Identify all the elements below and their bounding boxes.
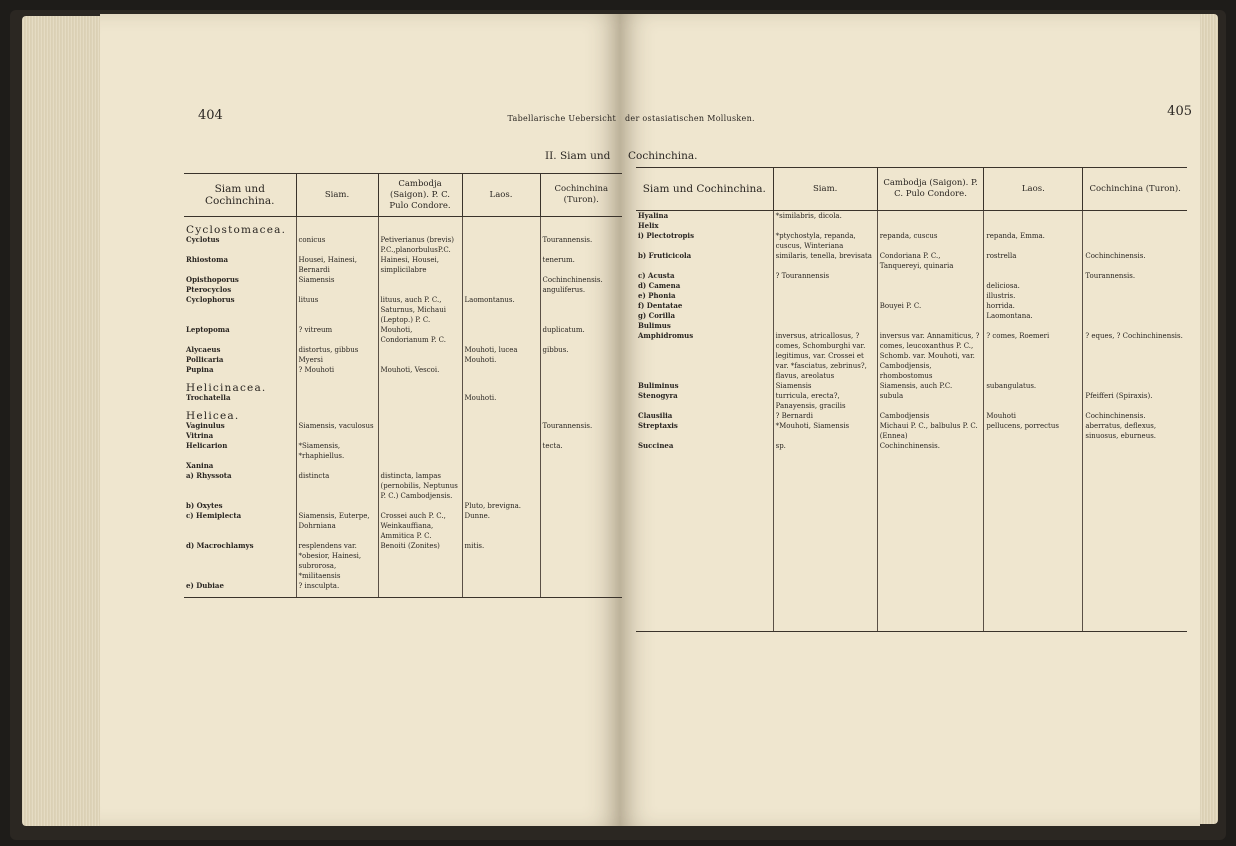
genus-cell: Amphidromus xyxy=(638,331,694,340)
genus-cell: a) Rhyssota xyxy=(186,471,232,480)
empty-cell xyxy=(1083,451,1187,632)
species-cell: mitis. xyxy=(462,541,540,581)
genus-cell: Xanina xyxy=(186,461,214,470)
table-row xyxy=(636,331,1187,381)
table-row xyxy=(636,321,1187,331)
species-cell xyxy=(1083,281,1187,291)
species-cell xyxy=(877,311,984,321)
table-row xyxy=(184,355,622,365)
empty-cell xyxy=(378,403,462,421)
species-cell xyxy=(462,325,540,345)
species-cell: *similabris, dicola. xyxy=(773,211,877,222)
species-cell xyxy=(773,291,877,301)
table-row xyxy=(184,275,622,285)
species-cell xyxy=(378,461,462,471)
species-cell xyxy=(378,501,462,511)
species-cell: distortus, gibbus xyxy=(296,345,378,355)
species-cell xyxy=(877,271,984,281)
species-cell xyxy=(1083,321,1187,331)
genus-cell: Vaginulus xyxy=(186,421,225,430)
species-cell xyxy=(984,441,1083,451)
table-bottom-rule xyxy=(184,591,622,598)
species-cell: Pfeifferi (Spiraxis). xyxy=(1083,391,1187,411)
empty-cell xyxy=(540,591,622,598)
table-row xyxy=(636,391,1187,411)
species-cell xyxy=(462,461,540,471)
species-cell xyxy=(773,321,877,331)
empty-cell xyxy=(540,217,622,236)
species-cell xyxy=(540,365,622,375)
empty-cell xyxy=(636,451,773,632)
group-heading: Helicea. xyxy=(186,410,240,422)
genus-cell: Trochatella xyxy=(186,393,231,402)
species-cell: duplicatum. xyxy=(540,325,622,345)
species-cell: Mouhoti, Vescoi. xyxy=(378,365,462,375)
species-cell xyxy=(1083,291,1187,301)
genus-cell: Clausilia xyxy=(638,411,673,420)
species-cell: Housei, Hainesi, Bernardi xyxy=(296,255,378,275)
table-row xyxy=(184,511,622,541)
species-cell: Siamensis, vaculosus xyxy=(296,421,378,431)
species-cell: Tourannensis. xyxy=(540,235,622,255)
genus-cell: Pupina xyxy=(186,365,214,374)
species-cell xyxy=(378,393,462,403)
species-cell: ? comes, Roemeri xyxy=(984,331,1083,381)
species-cell: tenerum. xyxy=(540,255,622,275)
table-row xyxy=(184,471,622,501)
species-cell xyxy=(540,511,622,541)
species-cell xyxy=(462,441,540,461)
species-cell xyxy=(984,211,1083,222)
table-row xyxy=(636,441,1187,451)
genus-cell: Stenogyra xyxy=(638,391,678,400)
species-cell: distincta, lampas (pernobilis, Neptunus P. C.) Cambodjensis. xyxy=(378,471,462,501)
species-cell: horrida. xyxy=(984,301,1083,311)
species-cell: Mouhoti xyxy=(984,411,1083,421)
genus-cell: c) Hemiplecta xyxy=(186,511,242,520)
species-cell xyxy=(877,291,984,301)
empty-cell xyxy=(378,375,462,393)
group-heading-row xyxy=(184,375,622,393)
genus-cell: Helicarion xyxy=(186,441,228,450)
species-cell: inversus var. Annamiticus, ? comes, leucoxanthus P. C., Schomb. var. Mouhoti, var. Cambodjensis, rhombostomus xyxy=(877,331,984,381)
mollusk-table-left xyxy=(184,173,622,598)
genus-cell: g) Corilla xyxy=(638,311,676,320)
species-cell: sp. xyxy=(773,441,877,451)
header-cambodja: Cambodja (Saigon). P. C. Pulo Condore. xyxy=(877,168,984,211)
genus-cell: Pterocyclos xyxy=(186,285,232,294)
species-cell: distincta xyxy=(296,471,378,501)
section-title-left: II. Siam und xyxy=(545,150,611,162)
species-cell: deliciosa. xyxy=(984,281,1083,291)
genus-cell: e) Dubiae xyxy=(186,581,224,590)
species-cell: subangulatus. xyxy=(984,381,1083,391)
header-laos: Laos. xyxy=(984,168,1083,211)
genus-cell: Rhiostoma xyxy=(186,255,229,264)
species-cell xyxy=(378,581,462,591)
species-cell: anguliferus. xyxy=(540,285,622,295)
genus-cell: Cyclotus xyxy=(186,235,220,244)
empty-cell xyxy=(984,451,1083,632)
species-cell xyxy=(877,211,984,222)
table-row xyxy=(636,221,1187,231)
species-cell: repanda, cuscus xyxy=(877,231,984,251)
species-cell: turricula, erecta?, Panayensis, gracilis xyxy=(773,391,877,411)
species-cell: lituus, auch P. C., Saturnus, Michaui (Leptop.) P. C. xyxy=(378,295,462,325)
species-cell xyxy=(378,421,462,431)
species-cell: Siamensis xyxy=(773,381,877,391)
group-heading: Cyclostomacea. xyxy=(186,224,287,236)
species-cell xyxy=(462,255,540,275)
species-cell: Cochinchinensis. xyxy=(540,275,622,285)
species-cell xyxy=(540,461,622,471)
species-cell xyxy=(540,501,622,511)
genus-cell: d) Macrochlamys xyxy=(186,541,254,550)
species-cell xyxy=(1083,231,1187,251)
species-cell: Condoriana P. C., Tanquereyi, quinaria xyxy=(877,251,984,271)
species-cell xyxy=(773,311,877,321)
table-row xyxy=(184,431,622,441)
empty-cell xyxy=(540,403,622,421)
species-cell: Tourannensis. xyxy=(540,421,622,431)
species-cell xyxy=(296,393,378,403)
table-row xyxy=(636,211,1187,222)
species-cell: Petiverianus (brevis) P.C.,planorbulusP.C. xyxy=(378,235,462,255)
table-row xyxy=(184,365,622,375)
species-cell: Siamensis xyxy=(296,275,378,285)
species-cell: Pluto, brevigna. xyxy=(462,501,540,511)
species-cell xyxy=(1083,441,1187,451)
group-heading-row xyxy=(184,403,622,421)
species-cell xyxy=(296,461,378,471)
table-bottom-rule xyxy=(636,451,1187,632)
table-row xyxy=(184,325,622,345)
table-row xyxy=(184,461,622,471)
header-cambodja: Cambodja (Saigon). P. C. Pulo Condore. xyxy=(378,174,462,217)
species-cell xyxy=(296,285,378,295)
species-cell xyxy=(984,271,1083,281)
species-cell: Myersi xyxy=(296,355,378,365)
genus-cell: Hyalina xyxy=(638,211,669,220)
species-cell xyxy=(462,421,540,431)
empty-cell xyxy=(184,591,296,598)
species-cell: Laomontana. xyxy=(984,311,1083,321)
species-cell xyxy=(378,285,462,295)
species-cell xyxy=(877,321,984,331)
species-cell: Mouhoti, lucea xyxy=(462,345,540,355)
species-cell xyxy=(540,355,622,365)
table-row xyxy=(636,421,1187,441)
species-cell xyxy=(540,431,622,441)
header-cochinchina: Cochinchina (Turon). xyxy=(1083,168,1187,211)
species-cell: illustris. xyxy=(984,291,1083,301)
species-cell xyxy=(540,581,622,591)
species-cell xyxy=(462,275,540,285)
table-row xyxy=(636,251,1187,271)
species-cell: tecta. xyxy=(540,441,622,461)
page-edges-left xyxy=(22,16,102,826)
table-row xyxy=(636,381,1187,391)
genus-cell: Bulimus xyxy=(638,321,671,330)
group-heading: Helicinacea. xyxy=(186,382,267,394)
section-title-right: Cochinchina. xyxy=(628,150,698,162)
species-cell: ? vitreum xyxy=(296,325,378,345)
group-heading-row xyxy=(184,217,622,236)
genus-cell: Streptaxis xyxy=(638,421,678,430)
species-cell xyxy=(462,471,540,501)
genus-cell: b) Oxytes xyxy=(186,501,223,510)
species-cell: *Siamensis, *rhaphiellus. xyxy=(296,441,378,461)
species-cell: Cochinchinensis. xyxy=(1083,251,1187,271)
species-cell xyxy=(462,285,540,295)
species-cell: Michaui P. C., balbulus P. C. (Ennea) xyxy=(877,421,984,441)
species-cell xyxy=(540,541,622,581)
table-row xyxy=(636,301,1187,311)
species-cell: Tourannensis. xyxy=(1083,271,1187,281)
species-cell: lituus xyxy=(296,295,378,325)
species-cell: pellucens, porrectus xyxy=(984,421,1083,441)
genus-cell: i) Plectotropis xyxy=(638,231,695,240)
species-cell: ? eques, ? Cochinchinensis. xyxy=(1083,331,1187,381)
species-cell: Laomontanus. xyxy=(462,295,540,325)
genus-cell: Helix xyxy=(638,221,659,230)
species-cell xyxy=(296,501,378,511)
species-cell: Benoiti (Zonites) xyxy=(378,541,462,581)
table-row xyxy=(184,295,622,325)
genus-cell: Buliminus xyxy=(638,381,679,390)
species-cell: Cochinchinensis. xyxy=(877,441,984,451)
species-cell xyxy=(378,355,462,365)
empty-cell xyxy=(773,451,877,632)
genus-cell: e) Phonia xyxy=(638,291,676,300)
table-row xyxy=(184,541,622,581)
table-row xyxy=(184,581,622,591)
species-cell xyxy=(462,431,540,441)
species-cell: rostrella xyxy=(984,251,1083,271)
genus-cell: Alycaeus xyxy=(186,345,221,354)
table-row xyxy=(636,281,1187,291)
header-region: Siam und Cochinchina. xyxy=(184,174,296,217)
empty-cell xyxy=(462,591,540,598)
species-cell xyxy=(773,221,877,231)
genus-cell: Succinea xyxy=(638,441,674,450)
species-cell xyxy=(1083,381,1187,391)
species-cell: similaris, tenella, brevisata xyxy=(773,251,877,271)
species-cell xyxy=(540,393,622,403)
species-cell xyxy=(984,391,1083,411)
table-row xyxy=(636,271,1187,281)
species-cell xyxy=(462,365,540,375)
header-siam: Siam. xyxy=(773,168,877,211)
species-cell: Mouhoti. xyxy=(462,355,540,365)
species-cell xyxy=(378,345,462,355)
table-row xyxy=(184,393,622,403)
species-cell xyxy=(462,581,540,591)
species-cell xyxy=(1083,311,1187,321)
species-cell: inversus, atricallosus, ? comes, Schomburghi var. legitimus, var. Crossei et var. *fasciatus, zebrinus?, flavus, areolatus xyxy=(773,331,877,381)
table-row xyxy=(184,441,622,461)
table-row xyxy=(184,285,622,295)
genus-cell: c) Acusta xyxy=(638,271,675,280)
species-cell xyxy=(1083,301,1187,311)
table-row xyxy=(184,235,622,255)
genus-cell: Leptopoma xyxy=(186,325,230,334)
species-cell: *Mouhoti, Siamensis xyxy=(773,421,877,441)
species-cell xyxy=(773,281,877,291)
header-region: Siam und Cochinchina. xyxy=(636,168,773,211)
genus-cell: Pollicaria xyxy=(186,355,224,364)
species-cell: Crossei auch P. C., Weinkauffiana, Ammitica P. C. xyxy=(378,511,462,541)
table-row xyxy=(184,421,622,431)
species-cell: Hainesi, Housei, simplicilabre xyxy=(378,255,462,275)
empty-cell xyxy=(462,375,540,393)
mollusk-table-right xyxy=(636,167,1187,632)
genus-cell: f) Dentatae xyxy=(638,301,683,310)
species-cell: gibbus. xyxy=(540,345,622,355)
table-row xyxy=(184,345,622,355)
species-cell xyxy=(296,431,378,441)
species-cell: Dunne. xyxy=(462,511,540,541)
species-cell xyxy=(378,431,462,441)
species-cell: Siamensis, Euterpe, Dohrniana xyxy=(296,511,378,541)
species-cell xyxy=(877,281,984,291)
species-cell: conicus xyxy=(296,235,378,255)
species-cell xyxy=(773,301,877,311)
empty-cell xyxy=(296,375,378,393)
species-cell xyxy=(984,221,1083,231)
genus-cell: Vitrina xyxy=(186,431,214,440)
species-cell: Cambodjensis xyxy=(877,411,984,421)
empty-cell xyxy=(296,591,378,598)
genus-cell: b) Fruticicola xyxy=(638,251,692,260)
empty-cell xyxy=(296,403,378,421)
species-cell: Mouhoti. xyxy=(462,393,540,403)
species-cell: Cochinchinensis. xyxy=(1083,411,1187,421)
species-cell xyxy=(1083,221,1187,231)
species-cell xyxy=(462,235,540,255)
species-cell xyxy=(540,295,622,325)
species-cell xyxy=(540,471,622,501)
table-row xyxy=(636,231,1187,251)
header-siam: Siam. xyxy=(296,174,378,217)
species-cell xyxy=(984,321,1083,331)
table-row xyxy=(636,411,1187,421)
genus-cell: Opisthoporus xyxy=(186,275,239,284)
empty-cell xyxy=(462,217,540,236)
species-cell: ? Bernardi xyxy=(773,411,877,421)
header-laos: Laos. xyxy=(462,174,540,217)
empty-cell xyxy=(378,591,462,598)
species-cell xyxy=(378,441,462,461)
species-cell: repanda, Emma. xyxy=(984,231,1083,251)
species-cell: aberratus, deflexus, sinuosus, eburneus. xyxy=(1083,421,1187,441)
species-cell: Bouyei P. C. xyxy=(877,301,984,311)
species-cell: ? insculpta. xyxy=(296,581,378,591)
running-title-right: der ostasiatischen Mollusken. xyxy=(625,114,755,123)
empty-cell xyxy=(877,451,984,632)
empty-cell xyxy=(296,217,378,236)
genus-cell: Cyclophorus xyxy=(186,295,235,304)
empty-cell xyxy=(378,217,462,236)
empty-cell xyxy=(540,375,622,393)
species-cell: Mouhoti, Condorianum P. C. xyxy=(378,325,462,345)
page-number-right: 405 xyxy=(1167,104,1192,119)
empty-cell xyxy=(462,403,540,421)
species-cell: ? Mouhoti xyxy=(296,365,378,375)
running-title-left: Tabellarische Uebersicht xyxy=(507,114,616,123)
table-row xyxy=(184,255,622,275)
species-cell: ? Tourannensis xyxy=(773,271,877,281)
species-cell: Siamensis, auch P.C. xyxy=(877,381,984,391)
table-row xyxy=(636,311,1187,321)
species-cell: subula xyxy=(877,391,984,411)
species-cell xyxy=(1083,211,1187,222)
species-cell: resplendens var. *obesior, Hainesi, subrorosa, *militaensis xyxy=(296,541,378,581)
species-cell: *ptychostyla, repanda, cuscus, Winteriana xyxy=(773,231,877,251)
species-cell xyxy=(877,221,984,231)
species-cell xyxy=(378,275,462,285)
table-row xyxy=(184,501,622,511)
header-cochinchina: Cochinchina (Turon). xyxy=(540,174,622,217)
page-number-left: 404 xyxy=(198,108,223,123)
genus-cell: d) Camena xyxy=(638,281,681,290)
table-row xyxy=(636,291,1187,301)
